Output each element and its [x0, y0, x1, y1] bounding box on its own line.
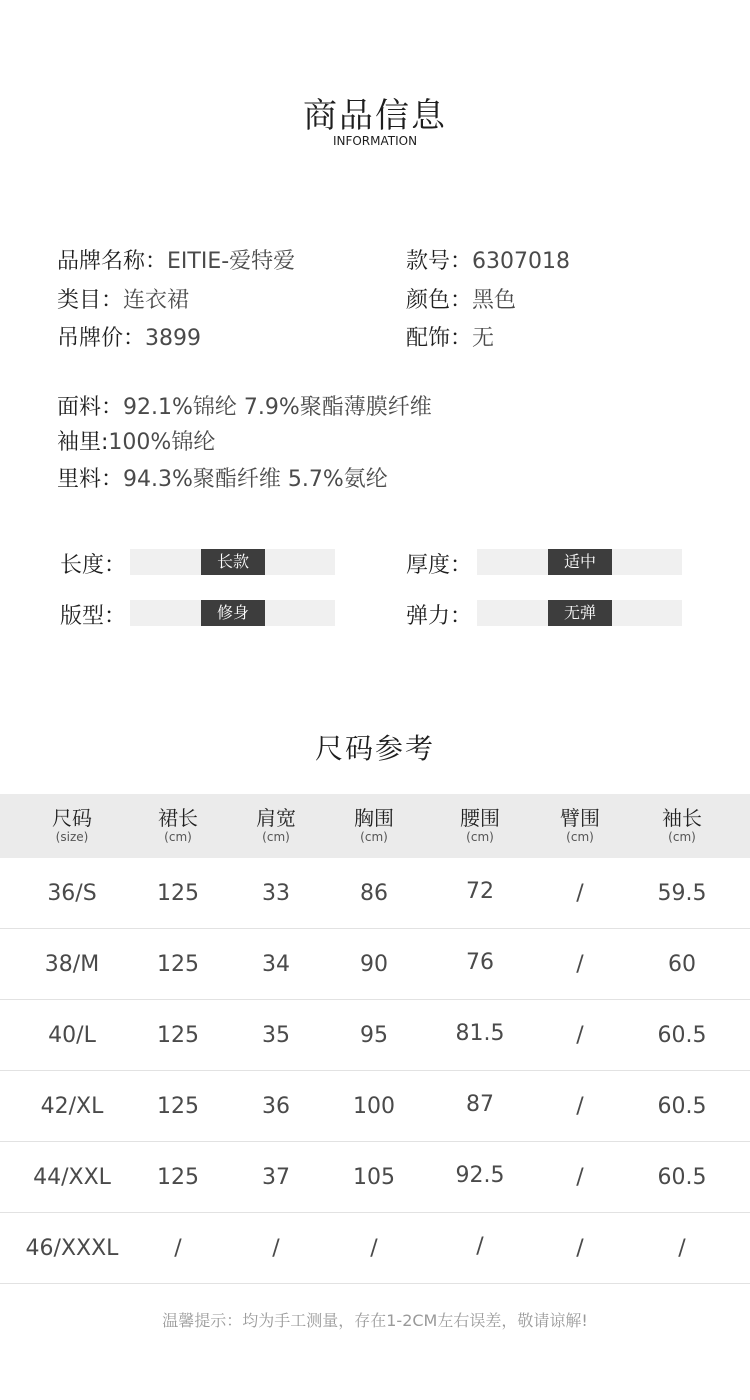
header-chest — [324, 794, 424, 858]
lining-value: 94.3%聚酯纤维 5.7%氨纶 — [123, 467, 388, 492]
cell-arm: / — [576, 1094, 584, 1119]
cell-size: 38/M — [44, 952, 100, 977]
sleeve-lining-info — [57, 425, 215, 456]
table-row — [0, 858, 750, 929]
page-title: 商品信息 — [303, 96, 447, 136]
cell-shoulder: 33 — [262, 881, 290, 906]
price-info — [57, 321, 201, 352]
header-size-name: 尺码 — [52, 806, 92, 830]
table-row — [0, 1213, 750, 1284]
header-chest-unit: (cm) — [360, 830, 388, 844]
style-number-value: 6307018 — [472, 249, 570, 274]
cell-dress-length: 125 — [157, 881, 199, 906]
category-info — [57, 283, 189, 314]
accessory-label: 配饰： — [406, 326, 473, 351]
cell-shoulder: 36 — [262, 1094, 290, 1119]
table-row — [0, 929, 750, 1000]
header-dress-length-unit: (cm) — [164, 830, 192, 844]
page-subtitle: INFORMATION — [332, 134, 418, 148]
cell-sleeve: 60.5 — [657, 1094, 707, 1119]
header-dress-length-name: 裙长 — [158, 806, 198, 830]
cell-chest: 100 — [353, 1094, 395, 1119]
cell-size: 40/L — [48, 1023, 96, 1048]
elasticity-tag: 无弹 — [548, 600, 612, 626]
cell-waist: 81.5 — [455, 1021, 505, 1046]
fabric-label: 面料： — [57, 395, 124, 420]
cell-arm: / — [576, 1165, 584, 1190]
cell-sleeve: / — [678, 1236, 686, 1261]
cell-sleeve: 59.5 — [657, 881, 707, 906]
header-waist — [430, 794, 530, 858]
cell-size: 42/XL — [40, 1094, 104, 1119]
cell-shoulder: / — [272, 1236, 280, 1261]
fabric-info — [57, 390, 432, 421]
accessory-info — [406, 321, 494, 352]
cell-chest: 95 — [360, 1023, 388, 1048]
header-arm-name: 臂围 — [560, 806, 600, 830]
cell-size: 36/S — [47, 881, 97, 906]
header-chest-name: 胸围 — [354, 806, 394, 830]
fit-tag: 修身 — [201, 600, 265, 626]
cell-arm: / — [576, 1236, 584, 1261]
table-row — [0, 1000, 750, 1071]
header-size-unit: (size) — [55, 830, 89, 844]
size-section-title: 尺码参考 — [314, 732, 435, 765]
cell-sleeve: 60 — [668, 952, 696, 977]
header-arm-unit: (cm) — [566, 830, 594, 844]
cell-shoulder: 34 — [262, 952, 290, 977]
accessory-value: 无 — [472, 326, 495, 351]
cell-chest: 90 — [360, 952, 388, 977]
brand-info — [57, 244, 295, 275]
fit-label: 版型： — [60, 604, 127, 629]
cell-shoulder: 35 — [262, 1023, 290, 1048]
cell-waist: 87 — [466, 1092, 494, 1117]
brand-label: 品牌名称： — [57, 249, 168, 274]
length-label: 长度： — [60, 553, 127, 578]
header-shoulder — [226, 794, 326, 858]
sleeve-lining-value: 100%锦纶 — [108, 430, 216, 455]
cell-size: 44/XXL — [33, 1165, 111, 1190]
table-row — [0, 1142, 750, 1213]
header-waist-unit: (cm) — [466, 830, 494, 844]
lining-info — [57, 462, 388, 493]
cell-sleeve: 60.5 — [657, 1023, 707, 1048]
cell-dress-length: / — [174, 1236, 182, 1261]
cell-waist: 72 — [466, 879, 494, 904]
style-number-label: 款号： — [406, 249, 473, 274]
cell-size: 46/XXXL — [25, 1236, 119, 1261]
category-label: 类目： — [57, 288, 124, 313]
fabric-value: 92.1%锦纶 7.9%聚酯薄膜纤维 — [123, 395, 432, 420]
header-sleeve — [632, 794, 732, 858]
cell-dress-length: 125 — [157, 1094, 199, 1119]
size-table-header — [0, 794, 750, 858]
cell-dress-length: 125 — [157, 952, 199, 977]
cell-chest: 86 — [360, 881, 388, 906]
cell-dress-length: 125 — [157, 1165, 199, 1190]
brand-value: EITIE-爱特爱 — [167, 249, 296, 274]
header-sleeve-name: 袖长 — [662, 806, 702, 830]
lining-label: 里料： — [57, 467, 124, 492]
header-arm — [530, 794, 630, 858]
color-label: 颜色： — [406, 288, 473, 313]
cell-arm: / — [576, 881, 584, 906]
cell-arm: / — [576, 1023, 584, 1048]
cell-chest: / — [370, 1236, 378, 1261]
measurement-note: 温馨提示：均为手工测量，存在1-2CM左右误差，敬请谅解! — [162, 1311, 588, 1330]
cell-shoulder: 37 — [262, 1165, 290, 1190]
color-value: 黑色 — [472, 288, 517, 313]
cell-arm: / — [576, 952, 584, 977]
sleeve-lining-label: 袖里: — [57, 430, 109, 455]
header-size — [22, 794, 122, 858]
header-dress-length — [128, 794, 228, 858]
cell-waist: 92.5 — [455, 1163, 505, 1188]
cell-chest: 105 — [353, 1165, 395, 1190]
style-number-info — [406, 244, 570, 275]
price-label: 吊牌价： — [57, 326, 146, 351]
thickness-label: 厚度： — [406, 553, 473, 578]
price-value: 3899 — [145, 326, 202, 351]
length-tag: 长款 — [201, 549, 265, 575]
color-info — [406, 283, 516, 314]
elasticity-label: 弹力： — [406, 604, 473, 629]
category-value: 连衣裙 — [123, 288, 190, 313]
table-row — [0, 1071, 750, 1142]
header-waist-name: 腰围 — [460, 806, 500, 830]
header-sleeve-unit: (cm) — [668, 830, 696, 844]
cell-waist: / — [476, 1234, 484, 1259]
header-shoulder-name: 肩宽 — [256, 806, 296, 830]
cell-dress-length: 125 — [157, 1023, 199, 1048]
header-shoulder-unit: (cm) — [262, 830, 290, 844]
thickness-tag: 适中 — [548, 549, 612, 575]
cell-waist: 76 — [466, 950, 494, 975]
cell-sleeve: 60.5 — [657, 1165, 707, 1190]
